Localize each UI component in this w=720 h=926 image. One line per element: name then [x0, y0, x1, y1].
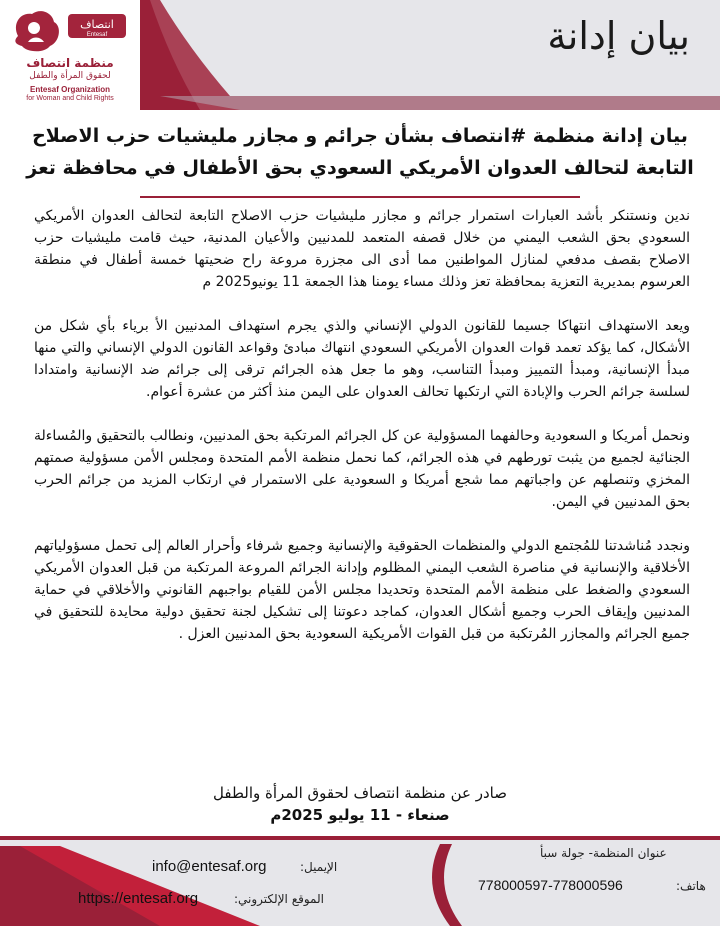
- website-label: الموقع الإلكتروني:: [234, 892, 324, 906]
- logo-english-name: Entesaf Organization: [29, 85, 110, 94]
- heading-divider: [140, 196, 580, 198]
- footer: [0, 836, 720, 926]
- paragraph: ونحمل أمريكا و السعودية وحالفهما المسؤولية عن كل الجرائم المرتكبة بحق المدنيين، ونطالب بالتحقيق والمُساءلة الجنائية لجميع من يثبت تورطهم في هذه الجرائم، كما نحمل منظمة الأمم المتحدة ومجلس الأمن مسؤولية صمتهم المخزي وتنصلهم عن واجباتهم مما شجع أمريكا و السعودية على الاستمرار في ارتكاب المزيد من جرائم الحرب بحق المدنيين في اليمن.: [34, 428, 690, 510]
- address-label: عنوان المنظمة- جولة سبأ: [540, 846, 667, 860]
- phone-value: 778000597-778000596: [478, 877, 623, 893]
- email-value[interactable]: info@entesaf.org: [152, 858, 267, 875]
- paragraph: ونجدد مُناشدتنا للمُجتمع الدولي والمنظمات الحقوقية والإنسانية وجميع شرفاء وأحرار العالم إلى تحمل مسؤولياتهم الأخلاقية والإنسانية في مناصرة الشعب اليمني المظلوم وإدانة الجرائم المروعة المرتكبة من قبل العدوان الأمريكي السعودي والضغط على منظمة الأمم المتحدة وتحديدا مجلس الأمن للقيام بواجبهم القانوني والأخلاقي في حماية المدنيين وإيقاف الحرب وجميع أشكال العدوان، كماجد دعوتنا إلى تشكيل لجنة تحقيق دولية محايدة للتحقيق في جميع الجرائم والمجازر المُرتكبة من قبل القوات الأمريكية السعودية بحق المدنيين العزل .: [34, 538, 690, 642]
- svg-text:Entesaf: Entesaf: [86, 32, 108, 38]
- org-logo: [0, 0, 140, 110]
- statement-heading: بيان إدانة منظمة #انتصاف بشأن جرائم و مجازر مليشيات حزب الاصلاح التابعة لتحالف العدوان الأمريكي السعودي بحق الأطفال في محافظة تعز: [26, 125, 694, 179]
- logo-mark-icon: [10, 6, 130, 56]
- page-title: بيان إدانة: [547, 14, 690, 58]
- header: [0, 0, 720, 110]
- place-date-line: صنعاء - 11 يوليو 2025م: [270, 806, 450, 824]
- title-band: [140, 0, 720, 110]
- paragraph: ندين ونستنكر بأشد العبارات استمرار جرائم و مجازر مليشيات حزب الاصلاح التابعة لتحالف العدوان الأمريكي السعودي بحق الشعب اليمني من خلال قصفه المتعمد للمدنيين والأعيان المدنية، حيث قامت مليشيات حزب الاصلاح بقصف مدفعي لمنازل المواطنين مما أدى الى مجزرة مروعة راح ضحيتها خمسة أطفال في منطقة العرسوم بمديرية التعزية بمحافظة تعز وذلك مساء يومنا هذا الجمعة 11 يونيو2025 م: [34, 208, 690, 290]
- phone-label: هاتف:: [676, 879, 706, 893]
- website-value[interactable]: https://entesaf.org: [78, 890, 199, 907]
- statement-body: [34, 205, 690, 667]
- issuer-line: صادر عن منظمة انتصاف لحقوق المرأة والطفل: [213, 784, 507, 802]
- paragraph: ويعد الاستهداف انتهاكا جسيما للقانون الدولي الإنساني والذي يجرم استهداف المدنيين الأ برياء بأي شكل من الأشكال، كما يؤكد تعمد قوات العدوان الأمريكي السعودي انتهاك مبادئ وقواعد القانون الدولي الإنساني والتي منها مبدأ الإنسانية، ومبدأ التمييز ومبدأ التناسب، وهو ما جعل هذه الجرائم ترقى إلى جرائم ضد الإنسانية وامتدادا لسلسة جرائم الحرب والإبادة التي ارتكبها تحالف العدوان على اليمن منذ أكثر من عشرة أعوام.: [34, 318, 690, 400]
- logo-arabic-name: منظمة انتصاف: [26, 56, 114, 70]
- logo-english-subtitle: for Woman and Child Rights: [26, 95, 114, 102]
- email-label: الإيميل:: [300, 860, 338, 874]
- svg-text:انتصاف: انتصاف: [80, 18, 114, 31]
- logo-arabic-subtitle: لحقوق المرأة والطفل: [29, 71, 111, 81]
